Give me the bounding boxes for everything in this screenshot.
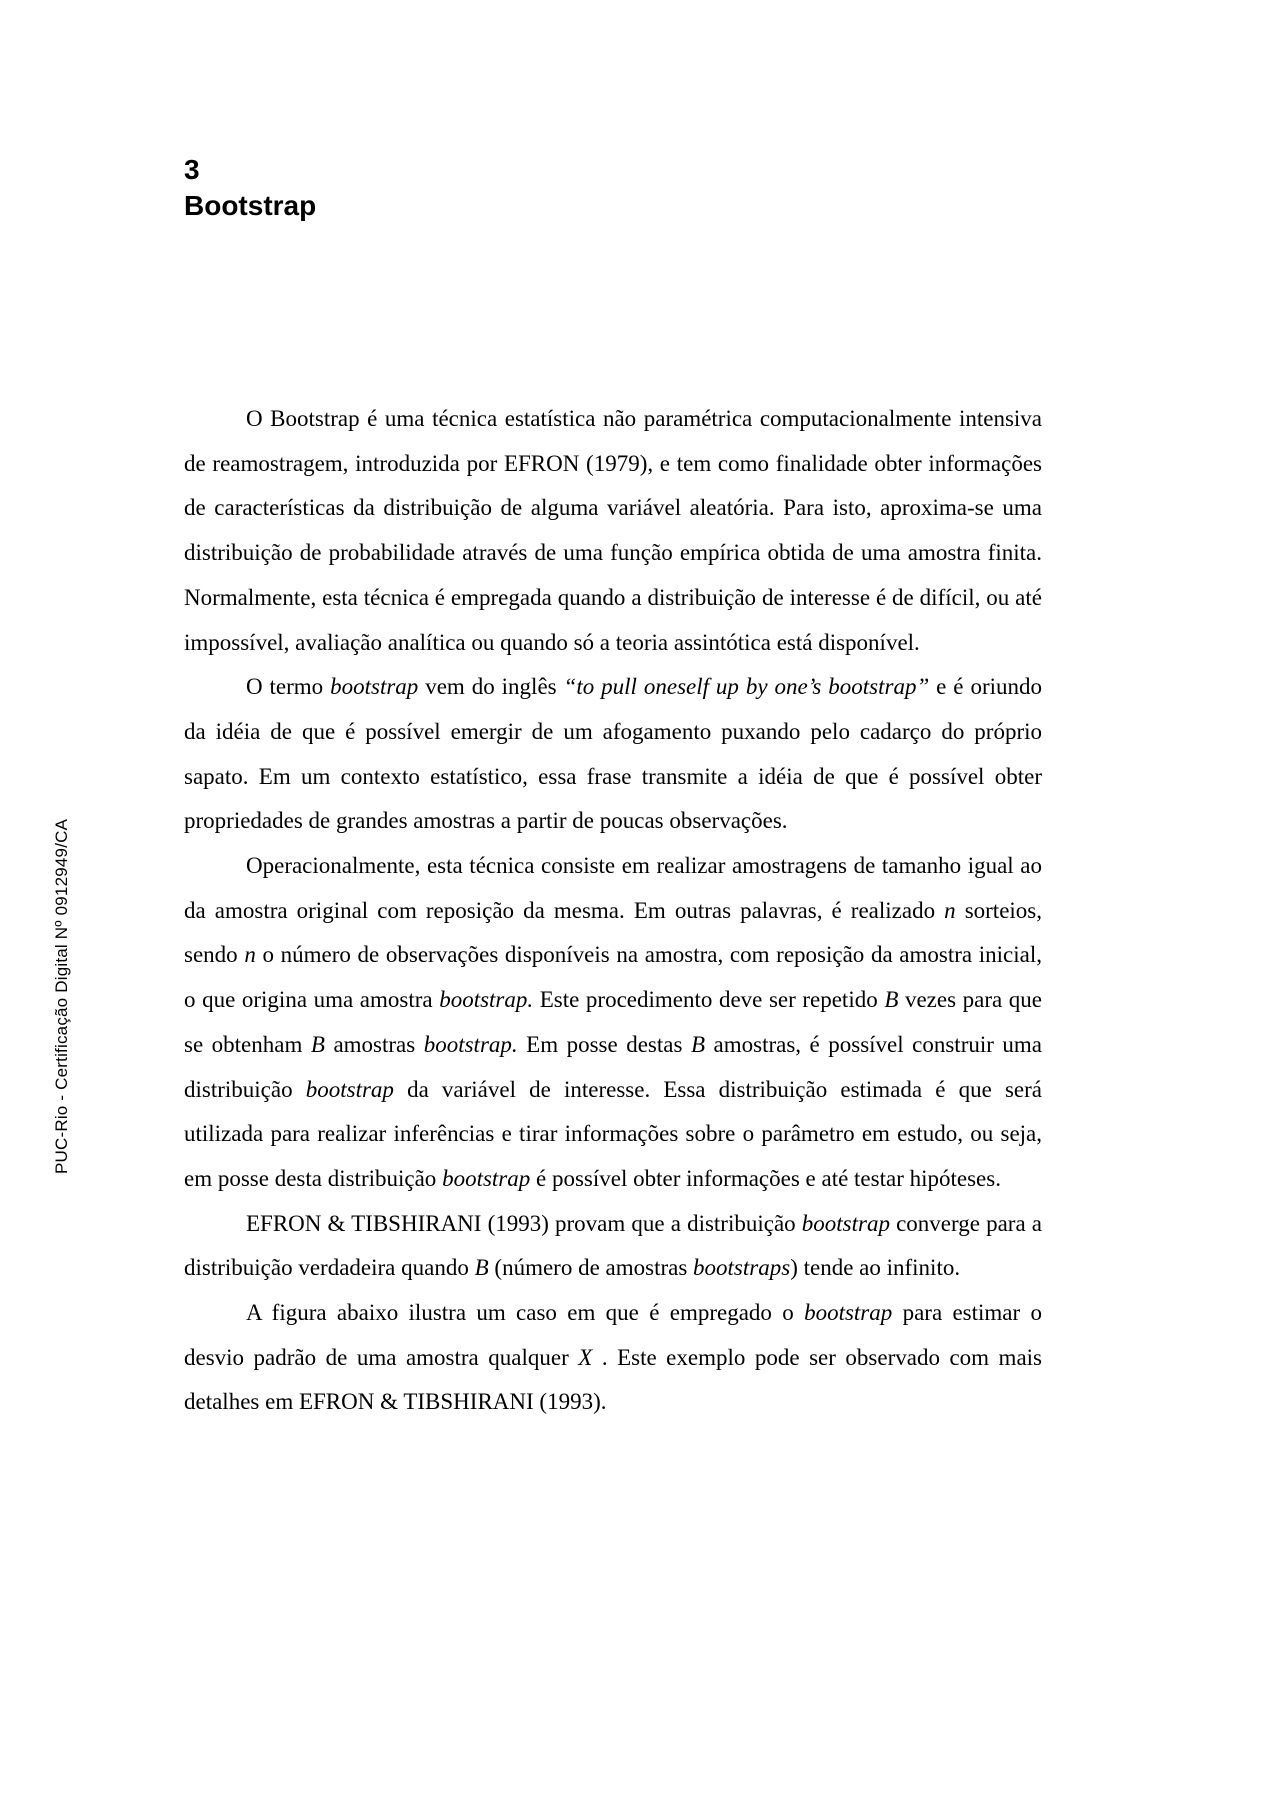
text-run: Operacionalmente, esta técnica consiste em realizar amostragens de tamanho igual ao da amostra original com reposição da mesma. Em outras palavras, é realizado <box>184 853 1042 923</box>
text-run: . Este exemplo pode ser observado com mais detalhes em EFRON & TIBSHIRANI (1993). <box>184 1344 1042 1415</box>
text-run: para estimar o desvio padrão de uma amostra qualquer <box>184 1300 1042 1370</box>
math-variable: n <box>944 897 956 923</box>
italic-term: bootstrap <box>442 1165 531 1191</box>
text-run: da variável de interesse. Essa distribuição estimada é que será utilizada para realizar inferências e tirar informações sobre o parâmetro em estudo, ou seja, em posse desta distribuição <box>184 1076 1042 1191</box>
italic-term: bootstrap <box>305 1076 394 1102</box>
math-variable: B <box>884 987 899 1013</box>
text-run: ) tende ao infinito. <box>790 1255 961 1281</box>
text-run: é possível obter informações e até testar hipóteses. <box>530 1165 1001 1191</box>
text-run: A figura abaixo ilustra um caso em que é empregado o <box>246 1300 805 1326</box>
math-variable: B <box>310 1031 325 1057</box>
body-text <box>184 397 1042 1425</box>
text-run: (número de amostras <box>488 1255 694 1281</box>
italic-quote: “to pull oneself up by one’s bootstrap” <box>563 674 930 700</box>
text-run: e é oriundo da idéia de que é possível emergir de um afogamento puxando pelo cadarço do próprio sapato. Em um contexto estatístico, essa frase transmite a idéia de que é possível obter propriedades de grandes amostras a partir de poucas observações. <box>184 674 1042 834</box>
math-variable: B <box>474 1255 489 1281</box>
paragraph-5 <box>184 1291 1042 1425</box>
paragraph-4 <box>184 1202 1042 1291</box>
text-run: sorteios, sendo <box>184 897 1043 968</box>
text-run: Este procedimento deve ser repetido <box>533 987 885 1013</box>
text-run: O termo <box>246 674 331 700</box>
text-run: amostras, é possível construir uma distribuição <box>184 1031 1043 1102</box>
italic-term: bootstrap. <box>423 1031 518 1057</box>
text-run: EFRON & TIBSHIRANI (1993) provam que a distribuição <box>246 1210 802 1236</box>
text-run: vem do inglês <box>418 674 564 700</box>
text-run: o número de observações disponíveis na amostra, com reposição da amostra inicial, o que origina uma amostra <box>184 942 1042 1013</box>
chapter-number: 3 <box>184 154 200 185</box>
text-run: vezes para que se obtenham <box>184 987 1042 1057</box>
italic-term: bootstrap <box>804 1300 893 1326</box>
math-variable: B <box>690 1031 706 1057</box>
math-variable: n <box>244 942 256 968</box>
italic-term: bootstraps <box>693 1255 791 1281</box>
paragraph-1: O Bootstrap é uma técnica estatística não paramétrica computacionalmente intensiva de reamostragem, introduzida por EFRON (1979), e tem como finalidade obter informações de características da distribuição de alguma variável aleatória. Para isto, aproxima-se uma distribuição de probabilidade através de uma função empírica obtida de uma amostra finita. Normalmente, esta técnica é empregada quando a distribuição de interesse é de difícil, ou até impossível, avaliação analítica ou quando só a teoria assintótica está disponível. <box>184 406 1042 655</box>
italic-term: bootstrap. <box>439 987 534 1013</box>
math-variable: X <box>578 1344 593 1370</box>
italic-term: bootstrap <box>801 1210 890 1236</box>
italic-term: bootstrap <box>330 674 419 700</box>
text-run: Em posse destas <box>517 1031 691 1057</box>
paragraph-2 <box>184 665 1042 844</box>
certification-stamp: PUC-Rio - Certificação Digital Nº 0912949/CA <box>52 818 71 1174</box>
text-run: amostras <box>324 1031 424 1057</box>
text-run: converge para a distribuição verdadeira quando <box>184 1210 1042 1281</box>
chapter-heading <box>184 152 316 224</box>
paragraph-3 <box>184 844 1042 1202</box>
chapter-title: Bootstrap <box>184 190 317 221</box>
